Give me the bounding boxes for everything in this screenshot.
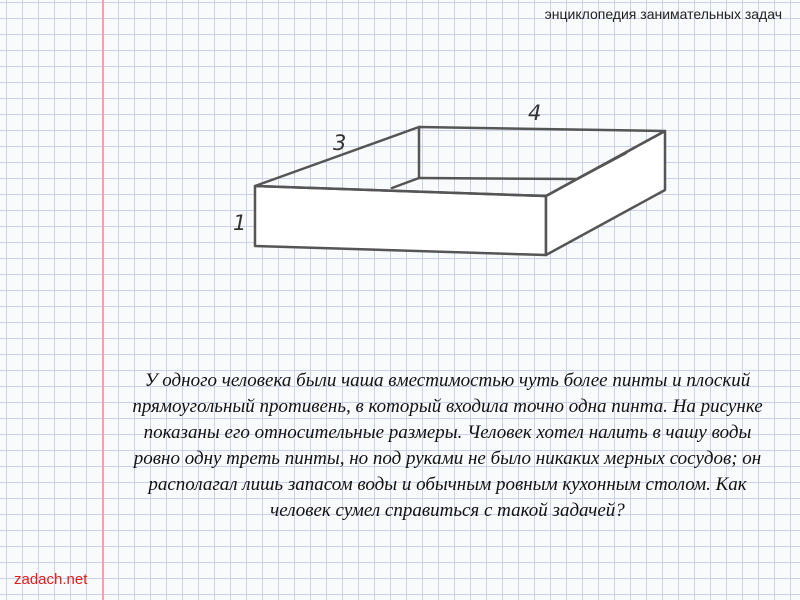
page-header: энциклопедия занимательных задач (544, 6, 782, 22)
tray-length-label: 4 (528, 101, 542, 125)
tray-front-face (255, 186, 546, 255)
tray-inner-bottom-back (419, 178, 577, 179)
tray-right-face (546, 131, 665, 255)
tray-width-label: 3 (333, 131, 347, 155)
site-link[interactable]: zadach.net (14, 571, 88, 588)
tray-inner-bottom-left (392, 178, 419, 188)
tray-height-label: 1 (233, 211, 247, 235)
problem-text: У одного человека были чаша вместимостью чуть более пинты и плоский прямоугольный противень, в который входила точно одна пинта. На рисунке показаны его относительные размеры. Человек хотел налить в чашу воды ровно одну треть пинты, но под руками не было никаких мерных сосудов; он располагал лишь запасом воды и обычным ровным кухонным столом. Как человек сумел справиться с такой задачей? (132, 370, 763, 521)
